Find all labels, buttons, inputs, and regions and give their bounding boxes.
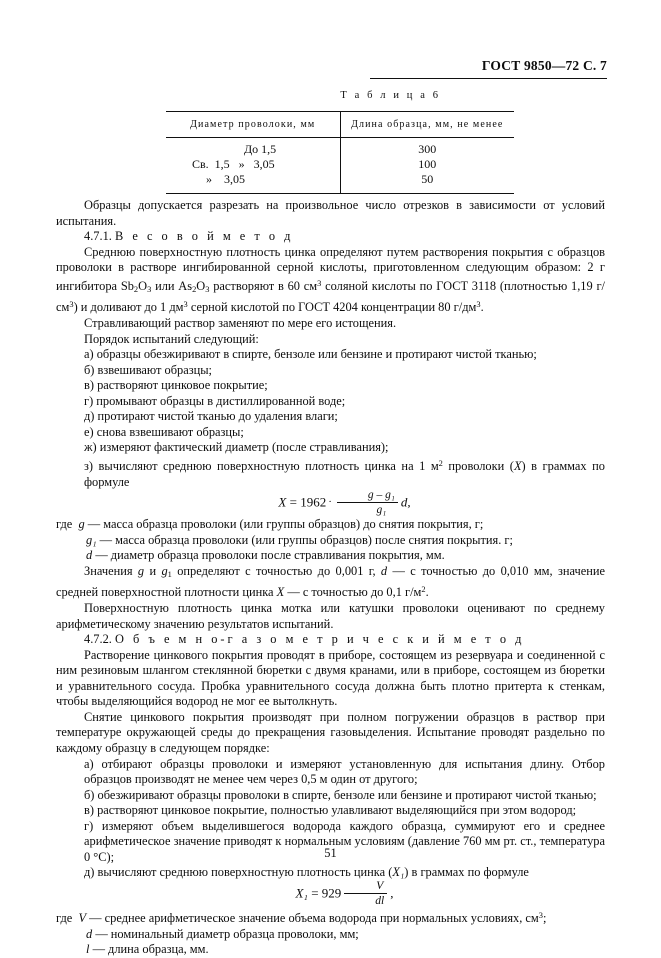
text-run: д) вычисляют среднюю поверхностную плотность цинка ( [84,865,393,880]
table-cell-lengths [340,138,514,194]
variable-x1: X₁ [392,865,405,880]
superscript: 3 [476,299,481,310]
definition-d2 [56,927,605,943]
variable-x: X [276,585,285,600]
definition-g1 [56,533,605,549]
table-header-length: Длина образца, мм, не менее [340,112,514,138]
text-run: или As [151,278,193,293]
table-caption: Т а б л и ц а 6 [340,90,441,101]
section-title-472: О б ъ е м н о-г а з о м е т р и ч е с к и й м е т о д [115,632,525,647]
header-rule-divider [370,78,607,79]
formula-2-numerator: V [344,880,387,894]
list-item-472-a: а) отбирают образцы проволоки и измеряют установленную для испытания длину. Отбор образцов производят не менее чем через 0,5 м один от другого; [84,756,605,787]
formula-1 [56,490,605,517]
variable-d: d [380,563,388,578]
text-run: ) и доливают до 1 дм [73,300,184,315]
table-header-diameter: Диаметр проволоки, мм [166,112,340,138]
text-run: Среднюю поверхностную плотность цинка определяют путем растворения покрытия с образцов проволоки в растворе ингибированной серной кислоты, приготовленном следующим образом: 2 г ингибитора Sb [56,244,605,293]
subscript: 3 [205,283,210,294]
list-item-471-g: г) промывают образцы в дистиллированной воде; [84,393,346,408]
superscript: 3 [317,277,322,288]
list-item-471-d: д) протирают чистой тканью до удаления влаги; [84,409,338,424]
section-number-471: 4.7.1. [84,229,112,244]
formula-1-numerator: g – g₁ [337,489,398,503]
section-title-471: В е с о в о й м е т о д [115,229,294,244]
page-number: 51 [324,846,337,860]
text-run: определяют с точностью до 0,001 г, [171,563,381,578]
text-run: . [480,300,484,315]
formula-1-fraction [337,489,398,516]
table-header-row [166,112,514,138]
definition-V [56,908,605,927]
subscript: 2 [192,283,197,294]
document-body [56,198,605,958]
list-item-471-z [56,456,605,490]
paragraph-471-method: Среднюю поверхностную плотность цинка определяют путем растворения покрытия с образцов проволоки в растворе ингибированной серной кислоты, приготовленном следующим образом: 2 г ингибитора $Sb_2O_3$ или $As_2O_3$ растворяют в 60 $см^3$ соляной кислоты по ГОСТ 3118 (плотностью 1,19 $г/см^3$) и доливают до 1 $дм^3$ серной кислотой по ГОСТ 4204 концентрации 80 $г/дм^3$. [56,244,605,315]
variable-x: X [513,459,522,474]
text-run: з) вычисляют среднюю поверхностную плотность цинка на 1 м [84,459,439,474]
superscript: 3 [69,299,74,310]
section-number-472: 4.7.2. [84,632,112,647]
list-item: 300 [418,142,437,156]
paragraph-471-average: Поверхностную плотность цинка мотка или катушки проволоки оценивают по среднему арифметическому значению результатов испытаний. [56,601,605,631]
text-run: серной кислотой по ГОСТ 4204 концентрации 80 г/дм [187,300,477,315]
text-run: — среднее арифметическое значение объема водорода при нормальных условиях, см [89,911,539,926]
paragraph-intro: Образцы допускается разрезать на произвольное число отрезков в зависимости от условий испытания. [56,198,605,228]
text-run: — диаметр образца проволоки после стравливания покрытия, мм. [95,548,445,563]
paragraph-472-procedure: Снятие цинкового покрытия производят при полном погружении образцов в раствор при температуре окружающей среды до прекращения газовыделения. Испытание проводят раздельно по каждому образцу в следующем порядке: [56,709,605,755]
table-row [166,138,514,194]
superscript: 2 [438,458,443,468]
text-run: соляной кислоты по ГОСТ 3118 (плотностью 1,19 г/см [56,278,605,315]
variable-d: d [86,548,93,563]
subscript: 2 [133,283,139,294]
list-item-472-d [56,865,605,881]
text-run: — с точностью до 0,1 г/м [284,585,422,600]
table-6 [166,111,514,194]
list-item-471-v: в) растворяют цинковое покрытие; [84,378,268,393]
list-item-471-zh: ж) измеряют фактический диаметр (после стравливания); [84,440,389,455]
list-item-471-e: е) снова взвешивают образцы; [84,424,244,439]
list-item-471-b: б) взвешивают образцы; [84,362,213,377]
text-run: ) в граммах по формуле [84,459,605,489]
list-item-471-a: а) образцы обезжиривают в спирте, бензоле или бензине и протирают чистой тканью; [84,347,537,362]
variable-g: g [137,563,145,578]
definition-l [56,942,605,958]
formula-2-equals: = [311,885,319,901]
formula-1-equals: = [289,494,297,510]
variable-g: g [78,517,85,532]
list-item-472-b: б) обезжиривают образцы проволоки в спирте, бензоле или бензине и протирают чистой тканью; [84,787,597,802]
variable-g1: g₁ [86,532,97,547]
definition-d [56,548,605,564]
definition-g [56,517,605,533]
subscript: 1 [167,568,172,579]
paragraph-471-order: Порядок испытаний следующий: [84,331,259,346]
list-item-472-g: г) измеряют объем выделившегося водорода каждого образца, суммируют его и среднее арифметическое значение приводят к нормальным условиям (давление 760 мм рт. ст., температура 0 °С); [84,818,605,864]
text-run: — номинальный диаметр образца проволоки, мм; [95,926,359,941]
formula-2-coefficient: 929 [321,885,342,901]
list-item: 100 [418,157,437,171]
text-run: и [144,563,162,578]
formula-2-fraction [344,880,387,907]
subscript: 3 [147,283,152,294]
text-run: — с точностью до 0,010 мм, значение средней поверхностной плотности цинка [56,563,605,600]
superscript: 3 [183,299,188,310]
formula-1-denominator: g₁ [376,504,387,517]
text-run: ; [543,911,547,926]
document-header-standard: ГОСТ 9850—72 С. 7 [481,58,607,73]
formula-2-denominator: dl [375,894,385,907]
list-item: 50 [421,172,434,186]
formula-1-operator: · [328,496,332,509]
section-heading-471 [56,229,605,245]
where-label: где [56,517,73,532]
paragraph-472-apparatus: Растворение цинкового покрытия проводят в приборе, состоящем из резервуара и соединенной с ним резиновым шлангом стеклянной бюретки с двумя кранами, или в приборе, состоящем из бюретки и уравнительного сосуда. Пробка уравнительного сосуда должна быть плотно притерта к стенкам, чтобы выделяющийся водород не мог ее вытолкнуть. [56,647,605,709]
list-item: » 3,05 [206,172,245,186]
variable-v: V [78,911,87,926]
formula-1-tail: d, [400,494,411,510]
list-item-472-v: в) растворяют цинковое покрытие, полностью улавливают выделяющийся при этом водород; [84,803,577,818]
text-run: — длина образца, мм. [92,942,209,957]
formula-1-coefficient: 1962 [300,494,327,510]
variable-d: d [86,926,93,941]
formula-1-lhs: X [278,494,287,510]
text-run: проволоки ( [442,459,514,474]
text-run: . [425,585,429,600]
paragraph-471-accuracy [56,564,605,601]
where-label: где [56,911,73,926]
formula-2-lhs: X₁ [295,885,308,901]
variable-g1: g [161,563,168,578]
table-cell-diameters [166,138,340,194]
paragraph-471-solution-replacement: Стравливающий раствор заменяют по мере его истощения. [84,316,397,331]
text-run: — масса образца проволоки (или группы образцов) до снятия покрытия, г; [87,517,484,532]
text-run: — масса образца проволоки (или группы образцов) после снятия покрытия. г; [99,532,513,547]
text-run: ) в граммах по формуле [404,865,529,880]
superscript: 3 [538,909,543,920]
length-list [341,142,515,187]
text-run: Значения [84,563,138,578]
diameter-list [166,142,340,187]
formula-2 [56,881,605,908]
list-item: До 1,5 [244,142,277,156]
section-heading-472 [56,632,605,648]
superscript: 2 [421,584,426,595]
list-item: Св. 1,5 » 3,05 [192,157,275,171]
variable-l: l [86,942,90,957]
formula-2-tail: , [390,885,394,901]
text-run: растворяют в 60 см [209,278,318,293]
